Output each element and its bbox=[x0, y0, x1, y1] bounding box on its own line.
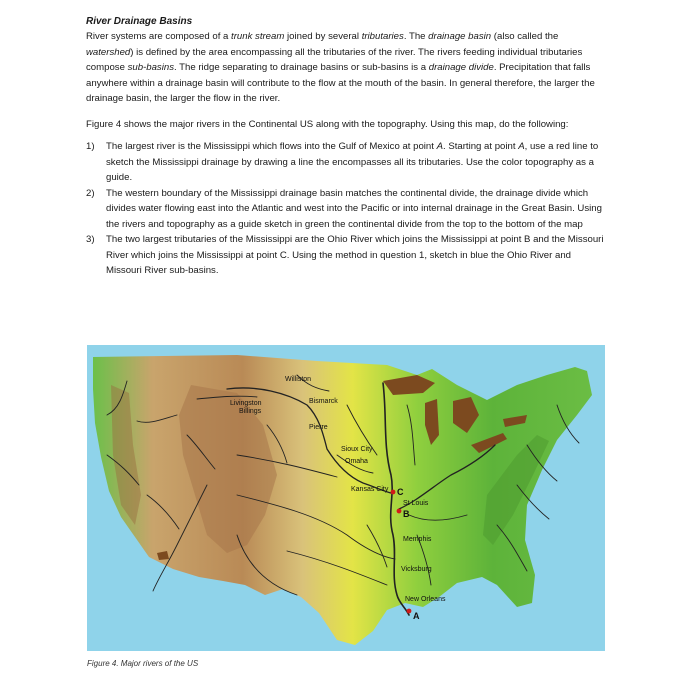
label-williston: Williston bbox=[285, 376, 312, 383]
point-a-label: A bbox=[413, 611, 420, 621]
label-pierre: Pierre bbox=[309, 424, 328, 431]
question-number: 3) bbox=[86, 234, 95, 245]
question-number: 1) bbox=[86, 141, 95, 152]
label-bismarck: Bismarck bbox=[309, 398, 338, 405]
label-kansas-city: Kansas City bbox=[351, 486, 389, 493]
document-body bbox=[86, 14, 604, 279]
question-number: 2) bbox=[86, 187, 95, 199]
section-heading: River Drainage Basins bbox=[86, 16, 193, 27]
label-new-orleans: New Orleans bbox=[405, 596, 446, 603]
point-b-marker bbox=[397, 509, 402, 514]
point-a-marker bbox=[407, 609, 412, 614]
label-billings: Billings bbox=[239, 408, 262, 415]
label-livingston: Livingston bbox=[230, 400, 262, 407]
intro-paragraph: River systems are composed of a trunk stream joined by several tributaries. The drainage basin (also called the watershed) is defined by the area encompassing all the tributaries of the river. The rivers feeding individual tributaries compose sub-basins. The ridge separating to drainage basins or sub-basins is a drainage divide. Precipitation that falls anywhere within a drainage basin will contribute to the flow at the mouth of the basin. In general therefore, the larger the drainage basin, the larger the flow in the river. bbox=[86, 31, 595, 104]
question-item-1: 1) The largest river is the Mississippi which flows into the Gulf of Mexico at point A. Starting at point A, use a red line to sketch the Mississippi drainage by drawing a line the encompasses all its tributaries. Use the color topography as a guide. bbox=[86, 141, 599, 183]
question-item-3: 3) The two largest tributaries of the Mississippi are the Ohio River which joins the Mississippi at point B and the Missouri River which joins the Mississippi at point C. Using the method in question 1, sketch in blue the Ohio River and Missouri River sub-basins. bbox=[86, 234, 604, 276]
label-memphis: Memphis bbox=[403, 536, 432, 543]
point-c-marker bbox=[391, 490, 396, 495]
us-rivers-topography-map bbox=[87, 345, 605, 651]
label-sioux-city: Sioux City bbox=[341, 446, 373, 453]
figure-intro-paragraph: Figure 4 shows the major rivers in the Continental US along with the topography. Using this map, do the following: bbox=[86, 118, 569, 130]
label-vicksburg: Vicksburg bbox=[401, 566, 432, 573]
figure-caption: Figure 4. Major rivers of the US bbox=[87, 659, 199, 668]
question-list bbox=[86, 139, 604, 279]
point-b-label: B bbox=[403, 509, 410, 519]
label-st-louis: St Louis bbox=[403, 500, 429, 507]
label-omaha: Omaha bbox=[345, 458, 368, 465]
question-item-2: 2) The western boundary of the Mississippi drainage basin matches the continental divide, the drainage divide which divides water flowing east into the Atlantic and west into the Pacific or into internal drainage in the Great Basin. Using the rivers and topography as a guide sketch in green the continental divide from the top to the bottom of the map bbox=[86, 187, 602, 230]
point-c-label: C bbox=[397, 487, 404, 497]
